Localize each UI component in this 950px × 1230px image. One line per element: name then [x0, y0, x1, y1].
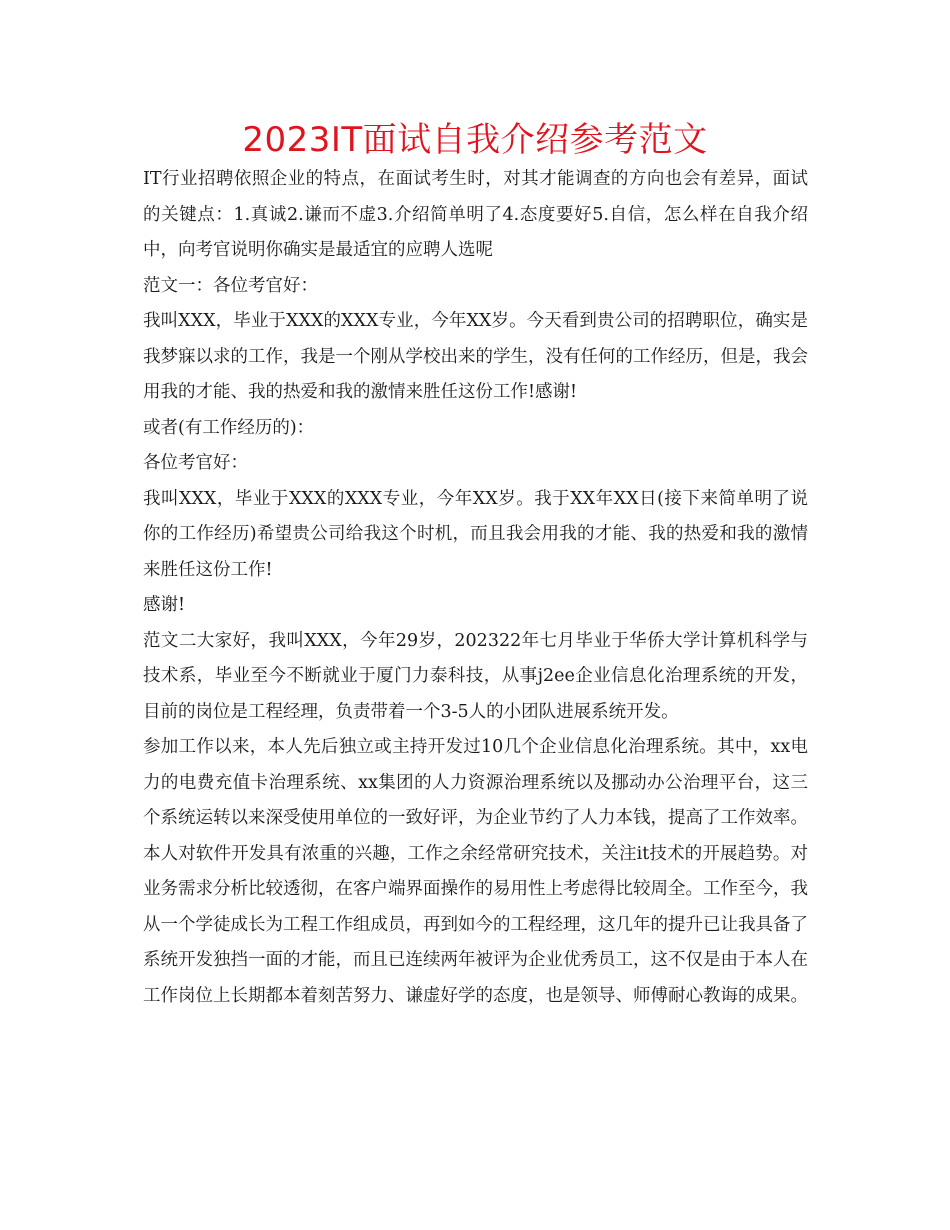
sample-two-skills: 本人对软件开发具有浓重的兴趣，工作之余经常研究技术，关注it技术的开展趋势。对业务需求分析比较透彻，在客户端界面操作的易用性上考虑得比较周全。工作至今，我从一个学徒成长为工程工作组成员，再到如今的工程经理，这几年的提升已让我具备了系统开发独挡一面的才能，而且已连续两年被评为企业优秀员工，这不仅是由于本人在工作岗位上长期都本着刻苦努力、谦虚好学的态度，也是领导、师傅耐心教诲的成果。	[143, 843, 808, 1006]
thanks-line: 感谢!	[143, 595, 186, 615]
alternative-heading: 或者(有工作经历的)：	[143, 417, 315, 438]
sample-two-intro: 范文二大家好，我叫XXX，今年29岁，202322年七月毕业于华侨大学计算机科学与技术系，毕业至今不断就业于厦门力泰科技，从事j2ee企业信息化治理系统的开发，目前的岗位是工程经理，负责带着一个3-5人的小团队进展系统开发。	[143, 630, 808, 722]
sample-two-experience: 参加工作以来，本人先后独立或主持开发过10几个企业信息化治理系统。其中，xx电力的电费充值卡治理系统、xx集团的人力资源治理系统以及挪动办公治理平台，这三个系统运转以来深受使用单位的一致好评，为企业节约了人力本钱，提高了工作效率。	[143, 737, 808, 828]
document-body	[143, 162, 808, 1014]
greeting-line: 各位考官好：	[143, 453, 248, 473]
sample-one-body: 我叫XXX，毕业于XXX的XXX专业，今年XX岁。今天看到贵公司的招聘职位，确实是我梦寐以求的工作，我是一个刚从学校出来的学生，没有任何的工作经历，但是，我会用我的才能、我的热爱和我的激情来胜任这份工作!感谢!	[143, 311, 808, 402]
sample-one-heading: 范文一：各位考官好：	[143, 275, 318, 296]
intro-paragraph: IT行业招聘依照企业的特点，在面试考生时，对其才能调查的方向也会有差异，面试的关键点：1.真诚2.谦而不虚3.介绍简单明了4.态度要好5.自信，怎么样在自我介绍中，向考官说明你确实是最适宜的应聘人选呢	[143, 169, 808, 260]
document-title: 2023IT面试自我介绍参考范文	[242, 120, 708, 160]
sample-one-alt-body: 我叫XXX，毕业于XXX的XXX专业，今年XX岁。我于XX年XX日(接下来简单明了说你的工作经历)希望贵公司给我这个时机，而且我会用我的才能、我的热爱和我的激情来胜任这份工作!	[143, 488, 808, 580]
